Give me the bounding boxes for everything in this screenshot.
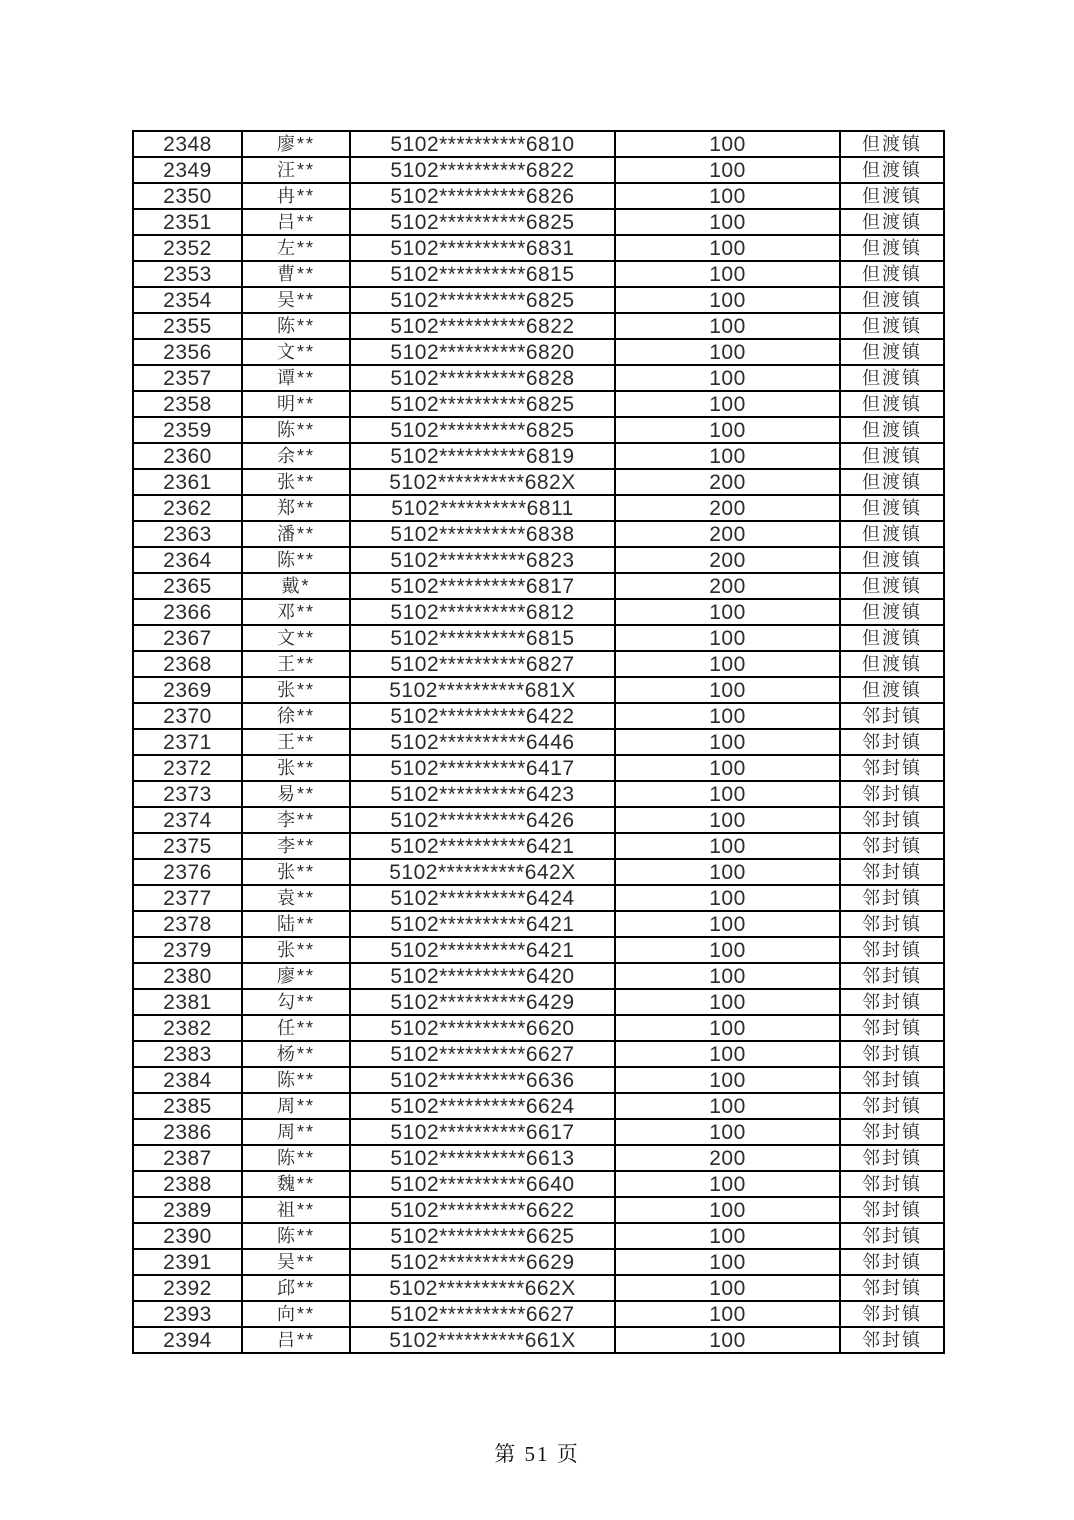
serial-number-cell: 2375 [133,833,242,859]
table-row [133,1249,944,1275]
table-row [133,573,944,599]
masked-id-cell: 5102**********6422 [350,703,615,729]
amount-cell: 200 [615,521,840,547]
masked-id-cell: 5102**********6820 [350,339,615,365]
amount-cell: 100 [615,651,840,677]
table-row [133,495,944,521]
table-row [133,885,944,911]
town-cell: 但渡镇 [840,443,944,469]
town-cell: 但渡镇 [840,417,944,443]
table-row [133,651,944,677]
masked-name-cell: 张** [242,937,350,963]
table-row [133,989,944,1015]
town-cell: 邻封镇 [840,989,944,1015]
serial-number-cell: 2354 [133,287,242,313]
amount-cell: 100 [615,911,840,937]
masked-id-cell: 5102**********6421 [350,911,615,937]
masked-name-cell: 徐** [242,703,350,729]
masked-id-cell: 5102**********6838 [350,521,615,547]
table-row [133,339,944,365]
town-cell: 但渡镇 [840,183,944,209]
table-row [133,365,944,391]
masked-id-cell: 5102**********6421 [350,937,615,963]
amount-cell: 100 [615,391,840,417]
serial-number-cell: 2384 [133,1067,242,1093]
masked-id-cell: 5102**********6627 [350,1041,615,1067]
amount-cell: 100 [615,183,840,209]
serial-number-cell: 2378 [133,911,242,937]
masked-name-cell: 陈** [242,1145,350,1171]
masked-name-cell: 魏** [242,1171,350,1197]
town-cell: 邻封镇 [840,937,944,963]
table-row [133,807,944,833]
masked-name-cell: 邓** [242,599,350,625]
amount-cell: 200 [615,495,840,521]
table-row [133,157,944,183]
town-cell: 但渡镇 [840,235,944,261]
masked-name-cell: 易** [242,781,350,807]
masked-name-cell: 陈** [242,1067,350,1093]
town-cell: 邻封镇 [840,729,944,755]
masked-id-cell: 5102**********6810 [350,131,615,157]
masked-name-cell: 吕** [242,209,350,235]
serial-number-cell: 2383 [133,1041,242,1067]
masked-id-cell: 5102**********661X [350,1327,615,1353]
serial-number-cell: 2385 [133,1093,242,1119]
serial-number-cell: 2368 [133,651,242,677]
masked-id-cell: 5102**********6426 [350,807,615,833]
town-cell: 但渡镇 [840,313,944,339]
masked-name-cell: 郑** [242,495,350,521]
serial-number-cell: 2371 [133,729,242,755]
town-cell: 邻封镇 [840,885,944,911]
table-row [133,937,944,963]
serial-number-cell: 2360 [133,443,242,469]
beneficiary-roster-table [132,130,945,1354]
table-row [133,781,944,807]
serial-number-cell: 2362 [133,495,242,521]
amount-cell: 100 [615,209,840,235]
town-cell: 但渡镇 [840,625,944,651]
amount-cell: 100 [615,1067,840,1093]
table-row [133,235,944,261]
amount-cell: 100 [615,1223,840,1249]
serial-number-cell: 2387 [133,1145,242,1171]
serial-number-cell: 2351 [133,209,242,235]
table-row [133,1015,944,1041]
masked-id-cell: 5102**********6429 [350,989,615,1015]
town-cell: 邻封镇 [840,1145,944,1171]
serial-number-cell: 2390 [133,1223,242,1249]
serial-number-cell: 2386 [133,1119,242,1145]
masked-id-cell: 5102**********6815 [350,261,615,287]
table-row [133,313,944,339]
amount-cell: 100 [615,261,840,287]
serial-number-cell: 2348 [133,131,242,157]
masked-id-cell: 5102**********6640 [350,1171,615,1197]
masked-id-cell: 5102**********642X [350,859,615,885]
serial-number-cell: 2356 [133,339,242,365]
serial-number-cell: 2352 [133,235,242,261]
serial-number-cell: 2361 [133,469,242,495]
serial-number-cell: 2353 [133,261,242,287]
town-cell: 邻封镇 [840,703,944,729]
table-row [133,443,944,469]
amount-cell: 100 [615,703,840,729]
masked-name-cell: 廖** [242,963,350,989]
town-cell: 邻封镇 [840,1093,944,1119]
amount-cell: 100 [615,1093,840,1119]
serial-number-cell: 2394 [133,1327,242,1353]
masked-name-cell: 邱** [242,1275,350,1301]
masked-id-cell: 5102**********6624 [350,1093,615,1119]
masked-id-cell: 5102**********6819 [350,443,615,469]
serial-number-cell: 2357 [133,365,242,391]
masked-id-cell: 5102**********6828 [350,365,615,391]
serial-number-cell: 2369 [133,677,242,703]
table-row [133,625,944,651]
masked-id-cell: 5102**********681X [350,677,615,703]
serial-number-cell: 2359 [133,417,242,443]
masked-id-cell: 5102**********6831 [350,235,615,261]
serial-number-cell: 2379 [133,937,242,963]
town-cell: 但渡镇 [840,677,944,703]
masked-name-cell: 余** [242,443,350,469]
table-row [133,417,944,443]
masked-id-cell: 5102**********6613 [350,1145,615,1171]
amount-cell: 100 [615,859,840,885]
masked-name-cell: 吴** [242,1249,350,1275]
masked-id-cell: 5102**********6817 [350,573,615,599]
serial-number-cell: 2370 [133,703,242,729]
masked-name-cell: 冉** [242,183,350,209]
table-row [133,261,944,287]
masked-id-cell: 5102**********6812 [350,599,615,625]
town-cell: 但渡镇 [840,573,944,599]
amount-cell: 100 [615,599,840,625]
amount-cell: 100 [615,157,840,183]
serial-number-cell: 2350 [133,183,242,209]
town-cell: 邻封镇 [840,755,944,781]
amount-cell: 100 [615,1015,840,1041]
masked-id-cell: 5102**********6636 [350,1067,615,1093]
table-row [133,755,944,781]
town-cell: 但渡镇 [840,131,944,157]
town-cell: 邻封镇 [840,911,944,937]
amount-cell: 100 [615,365,840,391]
town-cell: 但渡镇 [840,209,944,235]
town-cell: 邻封镇 [840,1041,944,1067]
masked-name-cell: 张** [242,677,350,703]
masked-id-cell: 5102**********6825 [350,209,615,235]
amount-cell: 100 [615,1119,840,1145]
table-row [133,677,944,703]
town-cell: 邻封镇 [840,1249,944,1275]
serial-number-cell: 2393 [133,1301,242,1327]
town-cell: 但渡镇 [840,391,944,417]
masked-name-cell: 李** [242,833,350,859]
town-cell: 邻封镇 [840,1067,944,1093]
amount-cell: 100 [615,443,840,469]
town-cell: 邻封镇 [840,1275,944,1301]
masked-name-cell: 张** [242,469,350,495]
amount-cell: 200 [615,469,840,495]
serial-number-cell: 2366 [133,599,242,625]
town-cell: 但渡镇 [840,469,944,495]
amount-cell: 100 [615,313,840,339]
amount-cell: 100 [615,1041,840,1067]
amount-cell: 100 [615,1249,840,1275]
masked-id-cell: 5102**********6826 [350,183,615,209]
amount-cell: 100 [615,729,840,755]
amount-cell: 100 [615,1197,840,1223]
amount-cell: 100 [615,1275,840,1301]
town-cell: 邻封镇 [840,1301,944,1327]
table-row [133,547,944,573]
table-row [133,1223,944,1249]
masked-name-cell: 吕** [242,1327,350,1353]
masked-name-cell: 任** [242,1015,350,1041]
amount-cell: 100 [615,885,840,911]
table-row [133,599,944,625]
amount-cell: 100 [615,677,840,703]
masked-id-cell: 5102**********6811 [350,495,615,521]
masked-id-cell: 5102**********6825 [350,287,615,313]
masked-id-cell: 5102**********6421 [350,833,615,859]
masked-id-cell: 5102**********6825 [350,391,615,417]
town-cell: 邻封镇 [840,963,944,989]
table-row [133,209,944,235]
serial-number-cell: 2382 [133,1015,242,1041]
masked-id-cell: 5102**********6622 [350,1197,615,1223]
table-row [133,469,944,495]
masked-id-cell: 5102**********6822 [350,157,615,183]
amount-cell: 100 [615,339,840,365]
town-cell: 邻封镇 [840,781,944,807]
table-row [133,703,944,729]
table-body [133,131,944,1353]
table-row [133,391,944,417]
masked-name-cell: 文** [242,339,350,365]
masked-name-cell: 张** [242,755,350,781]
masked-name-cell: 张** [242,859,350,885]
masked-id-cell: 5102**********662X [350,1275,615,1301]
serial-number-cell: 2363 [133,521,242,547]
masked-name-cell: 杨** [242,1041,350,1067]
amount-cell: 100 [615,1327,840,1353]
masked-id-cell: 5102**********6827 [350,651,615,677]
serial-number-cell: 2355 [133,313,242,339]
amount-cell: 100 [615,1171,840,1197]
masked-name-cell: 陆** [242,911,350,937]
serial-number-cell: 2358 [133,391,242,417]
masked-id-cell: 5102**********6617 [350,1119,615,1145]
masked-name-cell: 陈** [242,417,350,443]
town-cell: 邻封镇 [840,859,944,885]
masked-name-cell: 汪** [242,157,350,183]
amount-cell: 200 [615,547,840,573]
masked-name-cell: 陈** [242,547,350,573]
town-cell: 但渡镇 [840,287,944,313]
town-cell: 但渡镇 [840,651,944,677]
table-row [133,287,944,313]
amount-cell: 100 [615,963,840,989]
masked-name-cell: 周** [242,1119,350,1145]
table-row [133,1119,944,1145]
table-row [133,521,944,547]
masked-name-cell: 廖** [242,131,350,157]
table-row [133,1275,944,1301]
town-cell: 邻封镇 [840,833,944,859]
amount-cell: 100 [615,833,840,859]
masked-id-cell: 5102**********6823 [350,547,615,573]
masked-name-cell: 陈** [242,1223,350,1249]
table-row [133,911,944,937]
table-row [133,1197,944,1223]
town-cell: 邻封镇 [840,1223,944,1249]
town-cell: 但渡镇 [840,547,944,573]
masked-id-cell: 5102**********6825 [350,417,615,443]
masked-id-cell: 5102**********6625 [350,1223,615,1249]
serial-number-cell: 2365 [133,573,242,599]
masked-name-cell: 曹** [242,261,350,287]
masked-id-cell: 5102**********6417 [350,755,615,781]
serial-number-cell: 2349 [133,157,242,183]
masked-name-cell: 吴** [242,287,350,313]
table-row [133,1327,944,1353]
amount-cell: 100 [615,287,840,313]
table-row [133,1301,944,1327]
masked-name-cell: 戴* [242,573,350,599]
serial-number-cell: 2367 [133,625,242,651]
town-cell: 邻封镇 [840,1171,944,1197]
town-cell: 但渡镇 [840,495,944,521]
serial-number-cell: 2377 [133,885,242,911]
masked-id-cell: 5102**********6815 [350,625,615,651]
table-row [133,729,944,755]
serial-number-cell: 2376 [133,859,242,885]
table-row [133,859,944,885]
masked-name-cell: 王** [242,651,350,677]
town-cell: 邻封镇 [840,1327,944,1353]
town-cell: 邻封镇 [840,1119,944,1145]
amount-cell: 100 [615,755,840,781]
page-number-footer: 第 51 页 [494,1442,580,1466]
masked-name-cell: 勾** [242,989,350,1015]
serial-number-cell: 2381 [133,989,242,1015]
masked-name-cell: 陈** [242,313,350,339]
masked-name-cell: 文** [242,625,350,651]
serial-number-cell: 2373 [133,781,242,807]
masked-name-cell: 谭** [242,365,350,391]
town-cell: 邻封镇 [840,807,944,833]
masked-id-cell: 5102**********6627 [350,1301,615,1327]
serial-number-cell: 2372 [133,755,242,781]
masked-name-cell: 袁** [242,885,350,911]
serial-number-cell: 2389 [133,1197,242,1223]
amount-cell: 100 [615,235,840,261]
amount-cell: 200 [615,573,840,599]
masked-name-cell: 周** [242,1093,350,1119]
table-row [133,1093,944,1119]
serial-number-cell: 2374 [133,807,242,833]
table-row [133,183,944,209]
town-cell: 但渡镇 [840,365,944,391]
masked-name-cell: 李** [242,807,350,833]
town-cell: 但渡镇 [840,339,944,365]
masked-name-cell: 祖** [242,1197,350,1223]
serial-number-cell: 2391 [133,1249,242,1275]
amount-cell: 100 [615,131,840,157]
amount-cell: 100 [615,417,840,443]
amount-cell: 200 [615,1145,840,1171]
table-row [133,833,944,859]
table-row [133,1041,944,1067]
masked-name-cell: 左** [242,235,350,261]
serial-number-cell: 2392 [133,1275,242,1301]
masked-id-cell: 5102**********6822 [350,313,615,339]
amount-cell: 100 [615,989,840,1015]
town-cell: 但渡镇 [840,521,944,547]
town-cell: 邻封镇 [840,1015,944,1041]
town-cell: 但渡镇 [840,157,944,183]
masked-id-cell: 5102**********6424 [350,885,615,911]
amount-cell: 100 [615,1301,840,1327]
table-row [133,131,944,157]
town-cell: 但渡镇 [840,261,944,287]
masked-name-cell: 潘** [242,521,350,547]
table-row [133,1145,944,1171]
town-cell: 邻封镇 [840,1197,944,1223]
table-row [133,963,944,989]
masked-id-cell: 5102**********6423 [350,781,615,807]
table-row [133,1171,944,1197]
table-row [133,1067,944,1093]
serial-number-cell: 2388 [133,1171,242,1197]
town-cell: 但渡镇 [840,599,944,625]
masked-name-cell: 向** [242,1301,350,1327]
masked-name-cell: 明** [242,391,350,417]
serial-number-cell: 2380 [133,963,242,989]
amount-cell: 100 [615,807,840,833]
amount-cell: 100 [615,781,840,807]
masked-id-cell: 5102**********682X [350,469,615,495]
serial-number-cell: 2364 [133,547,242,573]
amount-cell: 100 [615,625,840,651]
amount-cell: 100 [615,937,840,963]
masked-name-cell: 王** [242,729,350,755]
masked-id-cell: 5102**********6420 [350,963,615,989]
masked-id-cell: 5102**********6629 [350,1249,615,1275]
masked-id-cell: 5102**********6446 [350,729,615,755]
masked-id-cell: 5102**********6620 [350,1015,615,1041]
